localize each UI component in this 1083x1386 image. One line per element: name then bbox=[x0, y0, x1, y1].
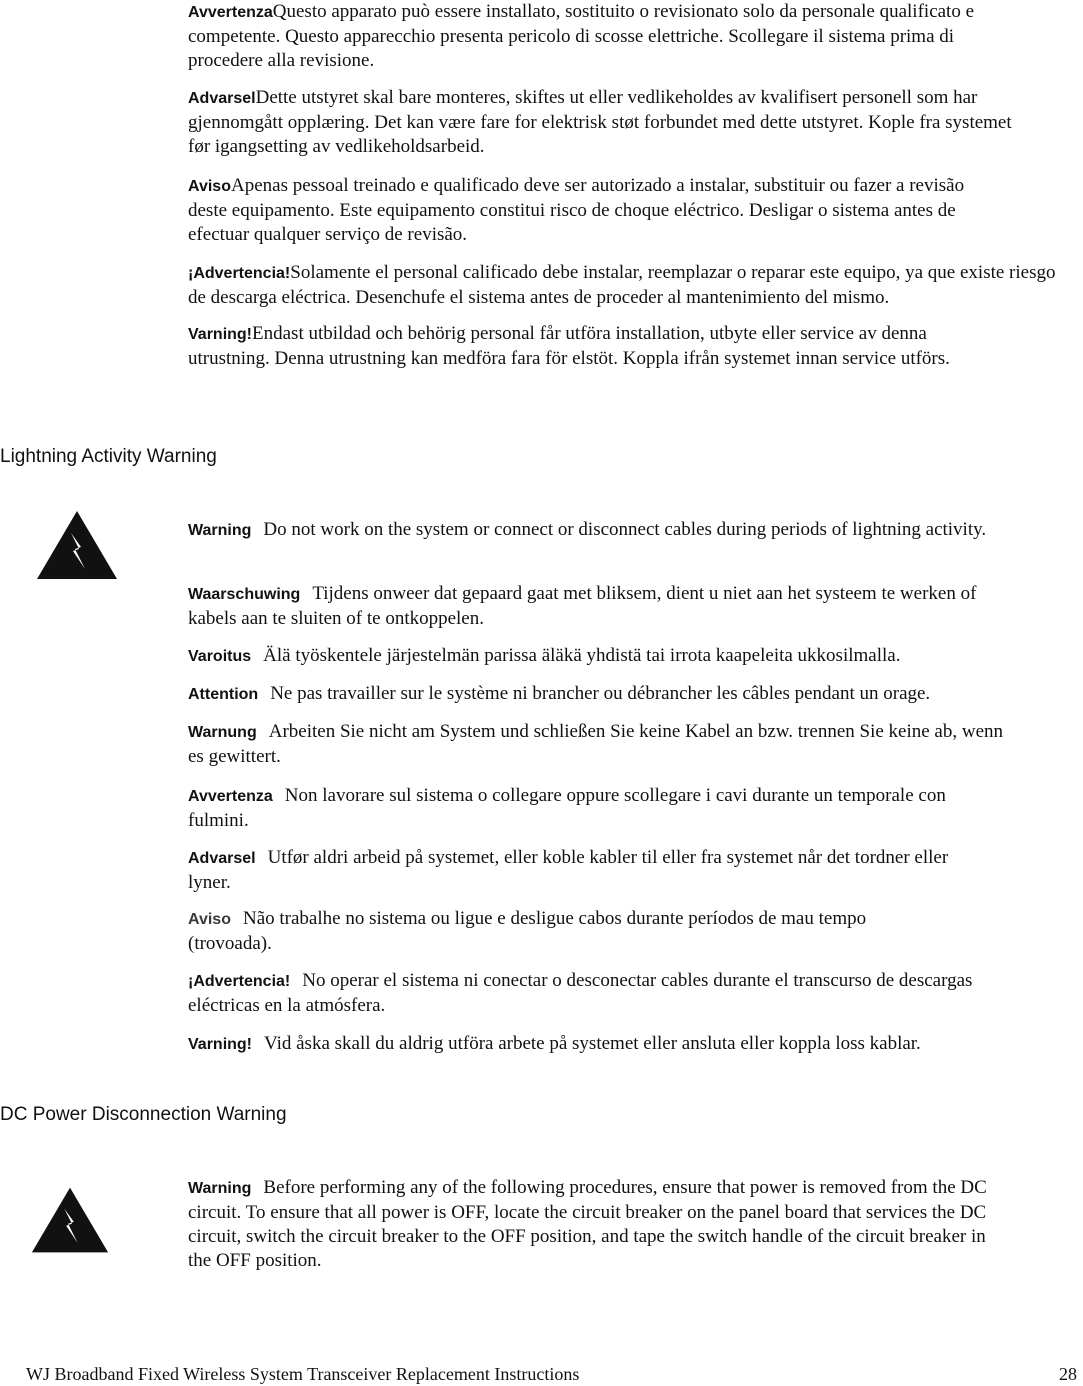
lightning-warning-pt bbox=[188, 907, 948, 956]
warning-label: Avvertenza bbox=[188, 4, 273, 21]
warning-text: Utfør aldri arbeid på systemet, eller koble kabler til eller fra systemet når det tordner eller lyner. bbox=[188, 847, 949, 893]
lightning-warning-it bbox=[188, 784, 1003, 833]
warning-it bbox=[188, 0, 988, 73]
warning-label: Warning bbox=[188, 1180, 252, 1197]
lightning-warning-es bbox=[188, 969, 988, 1018]
section-heading-lightning: Lightning Activity Warning bbox=[0, 446, 217, 467]
warning-text: Apenas pessoal treinado e qualificado deve ser autorizado a instalar, substituir ou fazer a revisão deste equipamento. Este equipamento constitui risco de choque eléctrico. Desligar o sistema antes de efectuar qualquer serviço de revisão. bbox=[188, 175, 965, 245]
warning-es bbox=[188, 261, 1073, 310]
warning-label: Warnung bbox=[188, 724, 257, 741]
warning-label: Advarsel bbox=[188, 850, 256, 867]
warning-label: Warning bbox=[188, 522, 252, 539]
lightning-warning-de bbox=[188, 720, 1018, 769]
warning-label: Aviso bbox=[188, 178, 231, 195]
lightning-warning-nl bbox=[188, 582, 988, 631]
lightning-warning-sv bbox=[188, 1032, 1068, 1057]
lightning-warning-no bbox=[188, 846, 988, 895]
warning-label: ¡Advertencia! bbox=[188, 265, 291, 282]
warning-text: Before performing any of the following procedures, ensure that power is removed from the DC circuit. To ensure that all power is OFF, locate the circuit breaker on the panel board that services the DC circuit, switch the circuit breaker to the OFF position, and tape the switch handle of the circuit breaker in the OFF position. bbox=[188, 1177, 987, 1271]
warning-label: ¡Advertencia! bbox=[188, 973, 291, 990]
warning-label: Avvertenza bbox=[188, 788, 273, 805]
lightning-warning-fr bbox=[188, 682, 1068, 707]
warning-label: Varoitus bbox=[188, 648, 252, 665]
warning-text: Ne pas travailler sur le système ni brancher ou débrancher les câbles pendant un orage. bbox=[270, 683, 931, 704]
warning-text: Solamente el personal calificado debe instalar, reemplazar o reparar este equipo, ya que existe riesgo de descarga eléctrica. Desenchufe el sistema antes de proceder al mantenimiento del mismo. bbox=[188, 262, 1056, 308]
lightning-warning-fi bbox=[188, 644, 1068, 669]
warning-sv bbox=[188, 322, 1008, 371]
warning-text: Arbeiten Sie nicht am System und schließen Sie keine Kabel an bzw. trennen Sie keine ab, wenn es gewittert. bbox=[188, 721, 1004, 767]
footer-page-number: 28 bbox=[1059, 1364, 1077, 1384]
warning-label: Advarsel bbox=[188, 90, 256, 107]
lightning-warning-en bbox=[188, 518, 1008, 543]
warning-label: Varning! bbox=[188, 1036, 253, 1053]
warning-label: Aviso bbox=[188, 911, 231, 928]
warning-text: Questo apparato può essere installato, sostituito o revisionato solo da personale qualificato e competente. Questo apparecchio presenta pericolo di scosse elettriche. Scollegare il sistema prima di procedere alla revisione. bbox=[188, 1, 975, 71]
warning-label: Varning! bbox=[188, 326, 253, 343]
section-heading-dc-power: DC Power Disconnection Warning bbox=[0, 1104, 287, 1125]
warning-text: Não trabalhe no sistema ou ligue e desligue cabos durante períodos de mau tempo (trovoada). bbox=[188, 908, 867, 954]
warning-triangle-icon bbox=[30, 1185, 110, 1255]
warning-label: Waarschuwing bbox=[188, 586, 301, 603]
warning-text: Dette utstyret skal bare monteres, skiftes ut eller vedlikeholdes av kvalifisert personell som har gjennomgått opplæring. Det kan være fare for elektrisk støt forbundet med dette utstyret. Kople fra systemet før igangsetting av vedlikeholdsarbeid. bbox=[188, 87, 1012, 157]
warning-text: Vid åska skall du aldrig utföra arbete på systemet eller ansluta eller koppla loss kablar. bbox=[264, 1033, 921, 1054]
warning-label: Attention bbox=[188, 686, 259, 703]
footer-document-title: WJ Broadband Fixed Wireless System Transceiver Replacement Instructions bbox=[26, 1364, 580, 1384]
warning-text: Endast utbildad och behörig personal får utföra installation, utbyte eller service av denna utrustning. Denna utrustning kan medföra fara för elstöt. Koppla ifrån systemet innan service utförs. bbox=[188, 323, 950, 369]
warning-text: Tijdens onweer dat gepaard gaat met bliksem, dient u niet aan het systeem te werken of kabels aan te sluiten of te ontkoppelen. bbox=[188, 583, 977, 629]
warning-text: Do not work on the system or connect or disconnect cables during periods of lightning activity. bbox=[263, 519, 987, 540]
warning-text: Älä työskentele järjestelmän parissa äläkä yhdistä tai irrota kaapeleita ukkosilmalla. bbox=[263, 645, 901, 666]
dc-warning-en bbox=[188, 1176, 1013, 1273]
warning-triangle-icon bbox=[35, 509, 119, 581]
warning-text: No operar el sistema ni conectar o desconectar cables durante el transcurso de descargas eléctricas en la atmósfera. bbox=[188, 970, 973, 1016]
warning-pt bbox=[188, 174, 988, 247]
warning-text: Non lavorare sul sistema o collegare oppure scollegare i cavi durante un temporale con fulmini. bbox=[188, 785, 946, 831]
warning-no bbox=[188, 86, 1018, 159]
